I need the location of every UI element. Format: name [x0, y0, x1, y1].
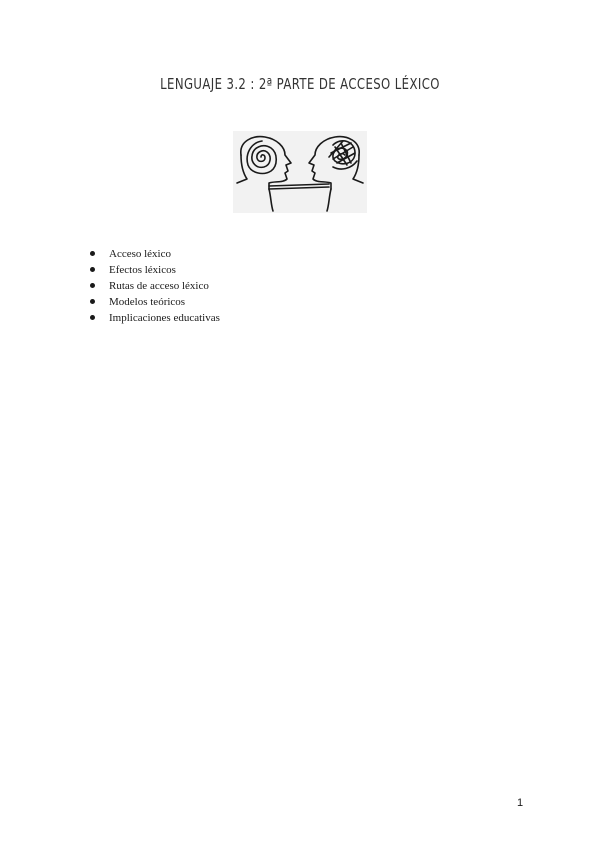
list-item [88, 294, 220, 310]
list-item [88, 278, 220, 294]
bullet-icon [90, 299, 95, 304]
bullet-icon [90, 267, 95, 272]
bullet-icon [90, 283, 95, 288]
bullet-icon [90, 315, 95, 320]
topic-list [88, 246, 220, 326]
page-title: LENGUAJE 3.2 : 2ª PARTE DE ACCESO LÉXICO [160, 75, 440, 93]
list-item-text: Implicaciones educativas [109, 312, 220, 324]
list-item [88, 310, 220, 326]
list-item-text: Acceso léxico [109, 248, 171, 260]
list-item-text: Efectos léxicos [109, 264, 176, 276]
list-item-text: Modelos teóricos [109, 296, 186, 308]
list-item [88, 246, 220, 262]
two-heads-facing-icon [233, 131, 367, 213]
page-number: 1 [517, 797, 524, 809]
list-item-text: Rutas de acceso léxico [109, 280, 209, 292]
bullet-icon [90, 251, 95, 256]
list-item [88, 262, 220, 278]
